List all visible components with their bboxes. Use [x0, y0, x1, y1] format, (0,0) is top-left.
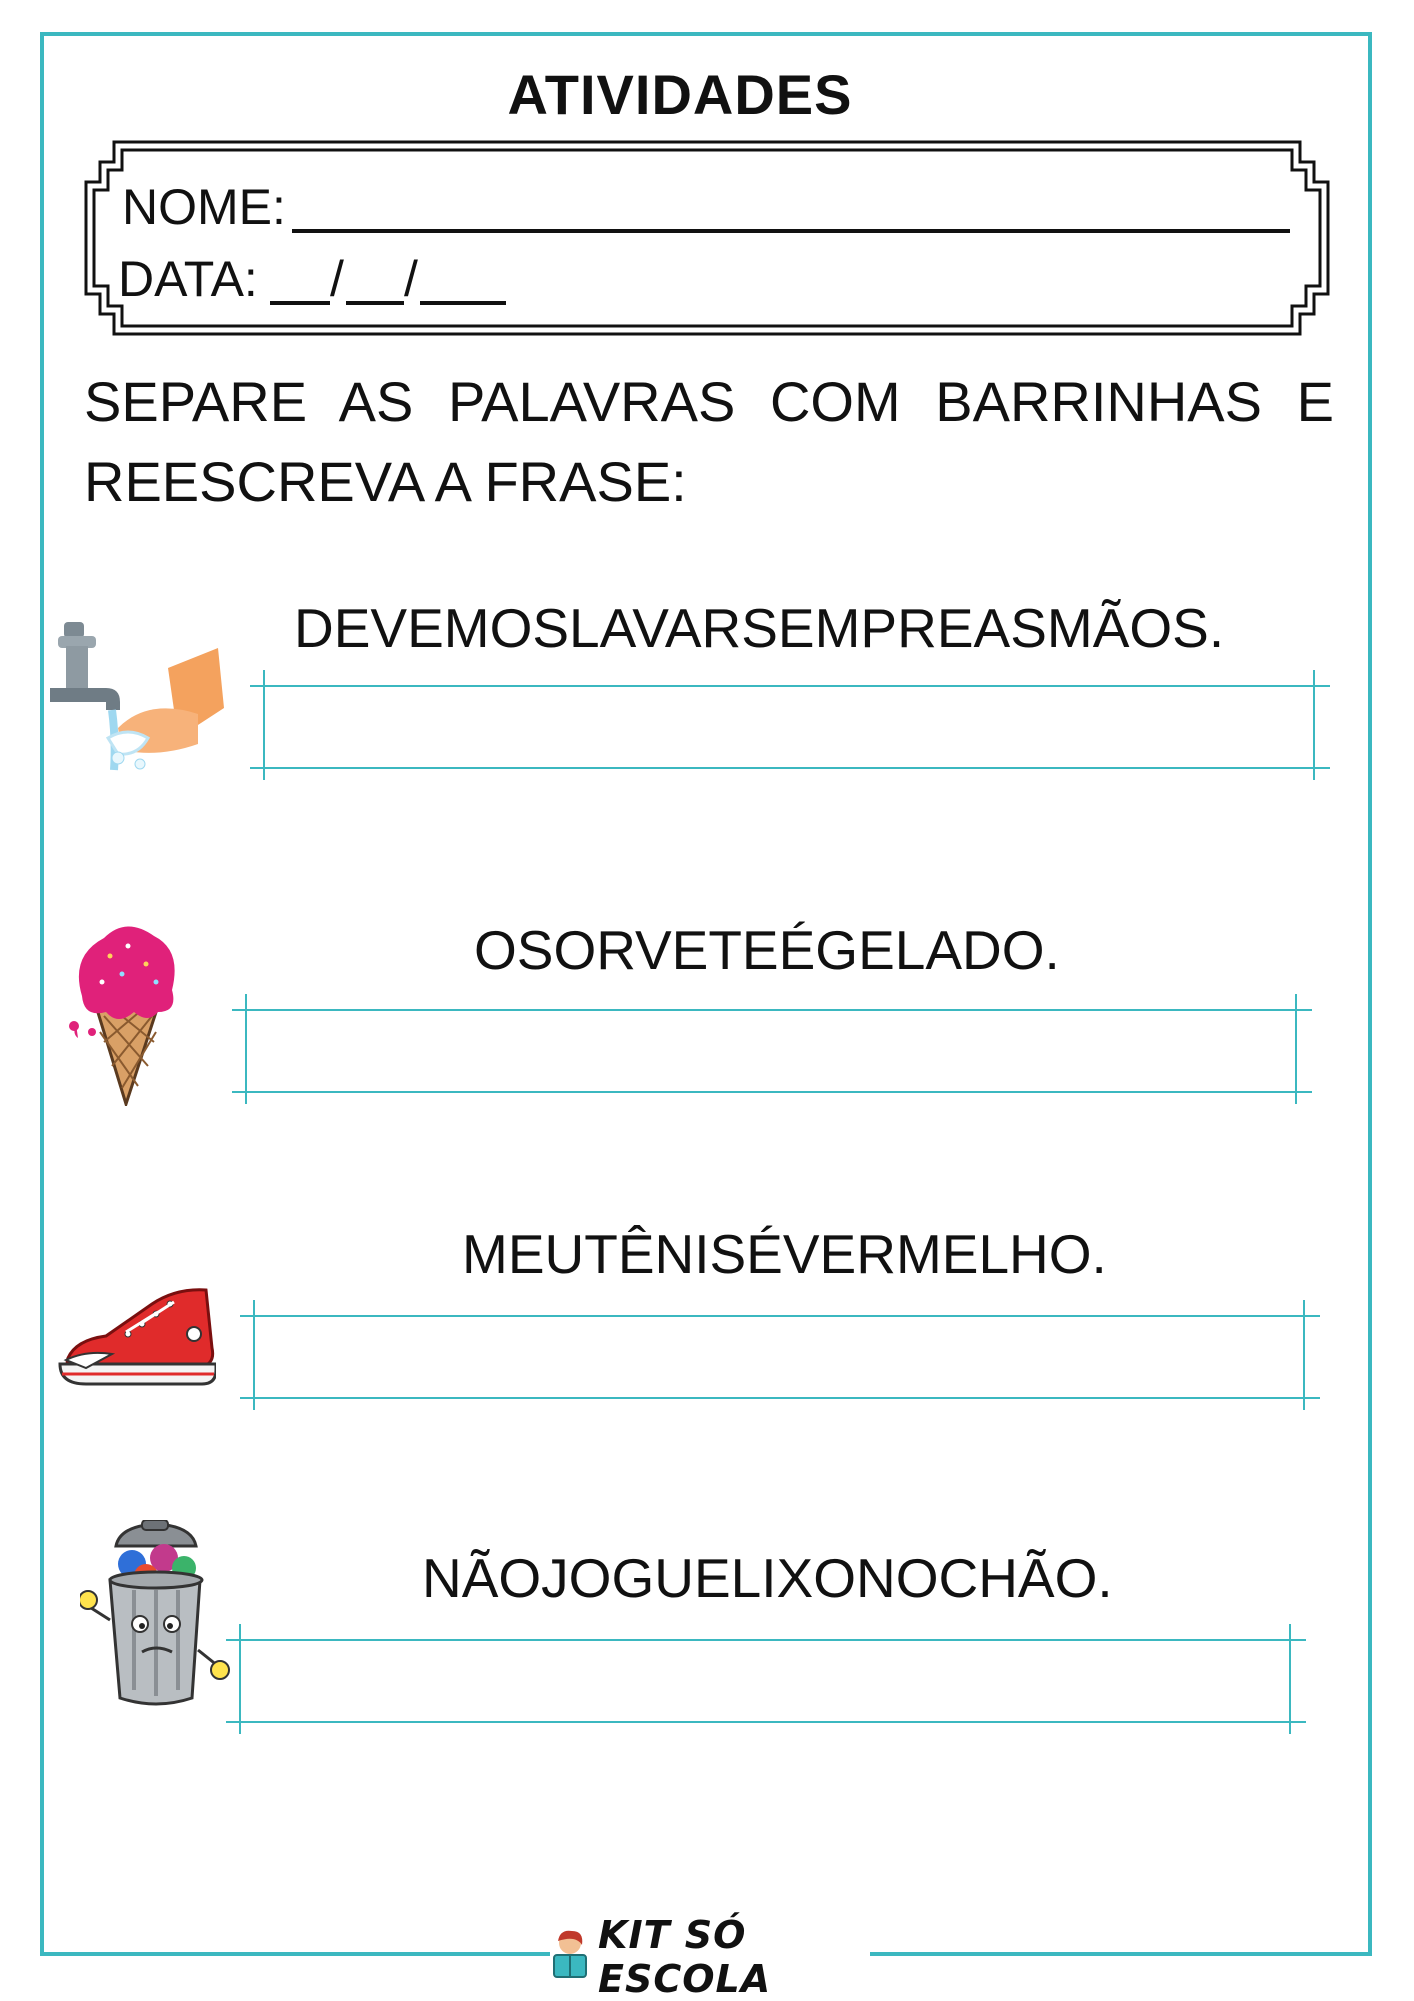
sneaker-icon	[56, 1284, 216, 1399]
logo-text: KIT SÓ ESCOLA	[598, 1913, 772, 2001]
date-slash-1: /	[330, 251, 344, 307]
name-date-frame	[84, 140, 1330, 336]
instruction-text: SEPARE AS PALAVRAS COM BARRINHAS E REESCREVA A FRASE:	[84, 370, 1334, 513]
name-field-line[interactable]	[292, 229, 1290, 233]
date-day-line[interactable]	[270, 301, 330, 305]
name-label: NOME:	[122, 179, 286, 235]
date-label: DATA:	[118, 251, 258, 307]
date-year-line[interactable]	[420, 301, 506, 305]
trash-can-icon	[80, 1520, 230, 1715]
answer-box-3[interactable]	[240, 1298, 1320, 1415]
ice-cream-icon	[68, 916, 188, 1111]
sentence-3: MEUTÊNISÉVERMELHO.	[462, 1223, 1107, 1285]
sentence-1: DEVEMOSLAVARSEMPREASMÃOS.	[294, 597, 1225, 659]
page-title: ATIVIDADES	[507, 63, 853, 126]
answer-box-1[interactable]	[250, 668, 1330, 785]
answer-box-4[interactable]	[226, 1622, 1306, 1739]
date-month-line[interactable]	[346, 301, 404, 305]
sentence-2: OSORVETEÉGELADO.	[474, 919, 1060, 981]
sentence-4: NÃOJOGUELIXONOCHÃO.	[422, 1547, 1113, 1609]
answer-box-2[interactable]	[232, 992, 1312, 1109]
reading-child-icon	[550, 1929, 590, 1986]
date-slash-2: /	[404, 251, 418, 307]
kit-so-escola-logo	[550, 1913, 870, 2001]
hand-washing-icon	[48, 618, 228, 785]
